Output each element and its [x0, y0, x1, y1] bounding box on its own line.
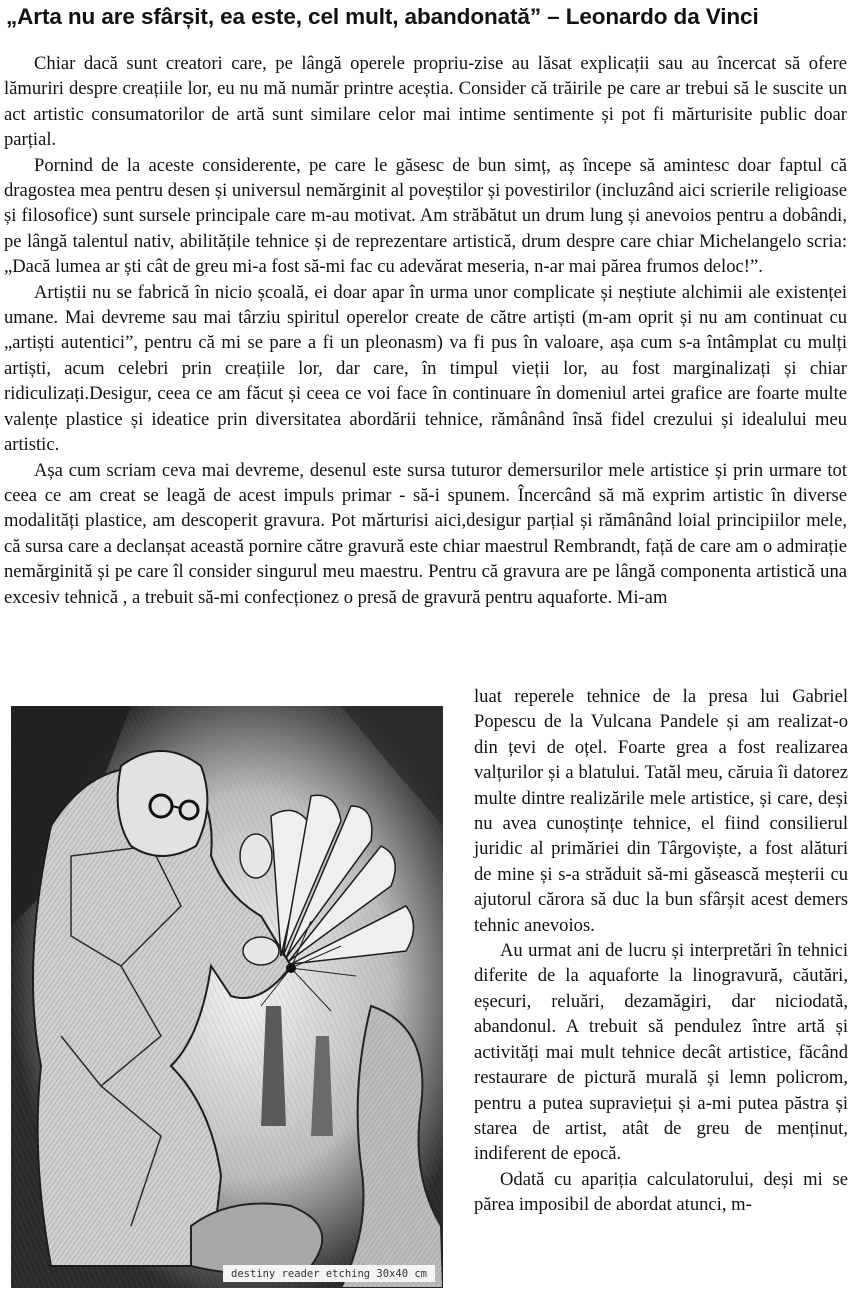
- paragraph: Pornind de la aceste considerente, pe care le găsesc de bun simț, aș începe să amintesc doar faptul că dragostea mea pentru desen și universul nemărginit al poveștilor și povestirilor (incluzând aici scrierile religioase și filosofice) sunt sursele principale care m-au motivat. Am străbătut un drum lung și anevoios pentru a dobândi, pe lângă talentul nativ, abilitățile tehnice și de reprezentare artistică, drum despre care chiar Michelangelo scria: „Dacă lumea ar ști cât de greu mi-a fost să-mi fac cu adevărat meseria, n-ar mai părea frumos deloc!”.: [4, 154, 847, 278]
- article-body-continued: [474, 684, 848, 1218]
- article-body: [4, 51, 847, 610]
- paragraph: Odată cu apariția calculatorului, deși mi se părea imposibil de abordat atunci, m-: [474, 1168, 848, 1216]
- article-title: „Arta nu are sfârșit, ea este, cel mult, abandonată” – Leonardo da Vinci: [6, 4, 759, 29]
- paragraph: luat reperele tehnice de la presa lui Gabriel Popescu de la Vulcana Pandele și am realizat-o din țevi de oțel. Foarte grea a fost realizarea valțurilor și a blatului. Tatăl meu, căruia îi datorez multe dintre realizările mele artistice, și care, deși nu avea cunoștințe tehnice, el fiind consilierul juridic al primăriei din Târgoviște, a fost alături de mine și s-a străduit să-mi găsească meșterii cu ajutorul cărora să duc la bun sfârșit acest demers tehnic anevoios.: [474, 686, 848, 936]
- paragraph: Chiar dacă sunt creatori care, pe lângă operele propriu-zise au lăsat explicații sau au încercat să ofere lămuriri despre creațiile lor, eu nu mă număr printre aceștia. Consider că trăirile pe care ar trebui să le suscite un act artistic consumatorilor de artă sunt similare celor mai intime sentimente și pot fi mărturisite public doar parțial.: [4, 53, 847, 151]
- paragraph: Așa cum scriam ceva mai devreme, desenul este sursa tuturor demersurilor mele artistice și prin urmare tot ceea ce am creat se leagă de acest impuls primar - să-i spunem. Încercând să mă exprim artistic în diverse modalități plastice, am descoperit gravura. Pot mărturisi aici,desigur parțial și rămânând loial principiilor mele, că sursa care a declanșat această pornire către gravură este chiar maestrul Rembrandt, față de care am o admirație nemărginită și pe care îl consider singurul meu maestru. Pentru că gravura are pe lângă componenta artistică una excesiv tehnică , a trebuit să-mi confecționez o presă de gravură pentru aquaforte. Mi-am: [4, 459, 847, 608]
- etching-artwork: [11, 706, 443, 1288]
- etching-illustration: [11, 706, 443, 1288]
- paragraph: Artiștii nu se fabrică în nicio școală, ei doar apar în urma unor complicate și neștiute alchimii ale existenței umane. Mai devreme sau mai târziu spiritul operelor create de către artiști (m-am oprit și nu am continuat cu „artiști autentici”, pentru că mi se pare a fi un pleonasm) va fi pus în valoare, așa cum s-a întâmplat cu mulți artiști, acum celebri prin creațiile lor, dar care, în timpul vieții lor, au fost marginalizați și chiar ridiculizați.Desigur, ceea ce am făcut și ceea ce voi face în continuare în domeniul artei grafice are foarte multe valențe plastice și ideatice prin diversitatea abordării tehnice, rămânând însă fidel crezului și idealului meu artistic.: [4, 281, 847, 456]
- figure-caption: destiny reader etching 30x40 cm: [223, 1265, 435, 1282]
- paragraph: Au urmat ani de lucru și interpretări în tehnici diferite de la aquaforte la linogravură, căutări, eșecuri, reluări, dezamăgiri, dar niciodată, abandonul. A trebuit să pendulez între artă și activități mai mult tehnice decât artistice, făcând restaurare de pictură murală și lemn policrom, pentru a putea supraviețui și a-mi putea păstra și starea de artist, atât de greu de menținut, indiferent de epocă.: [474, 940, 848, 1165]
